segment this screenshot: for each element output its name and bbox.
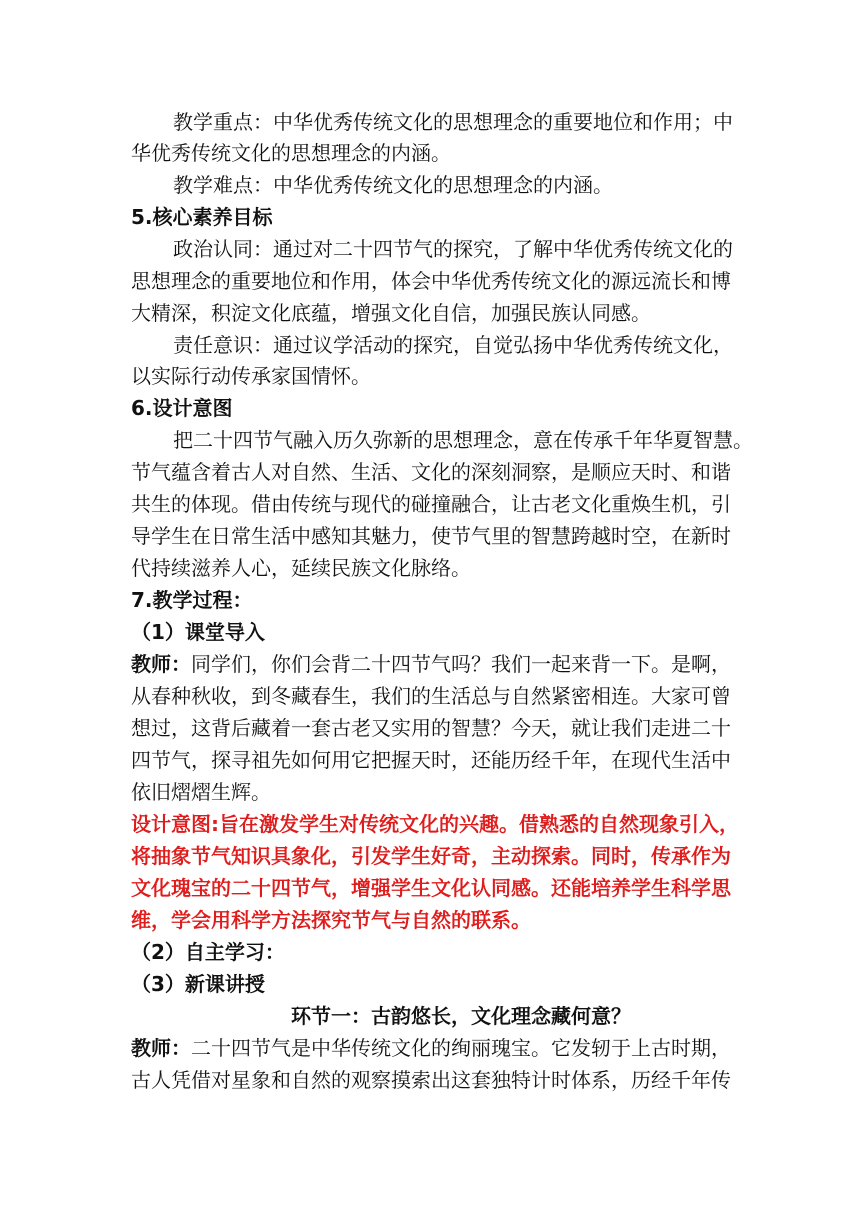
text-line: 把二十四节气融入历久弥新的思想理念，意在传承千年华夏智慧。 xyxy=(173,428,753,452)
text-line: 教学重点：中华优秀传统文化的思想理念的重要地位和作用；中 xyxy=(173,110,733,134)
section-heading: 6.设计意图 xyxy=(131,396,233,420)
section-heading: 7.教学过程： xyxy=(131,588,253,612)
subsection-heading: （2）自主学习： xyxy=(131,940,285,964)
design-intent-line: 维，学会用科学方法探究节气与自然的联系。 xyxy=(131,908,531,932)
design-intent-line: 文化瑰宝的二十四节气，增强学生文化认同感。还能培养学生科学思 xyxy=(131,876,731,900)
step-heading: 环节一：古韵悠长，文化理念藏何意？ xyxy=(291,1004,631,1028)
text-line: 代持续滋养人心，延续民族文化脉络。 xyxy=(131,556,471,580)
speaker-label: 教师： xyxy=(131,652,191,676)
design-intent-line: 将抽象节气知识具象化，引发学生好奇，主动探索。同时，传承作为 xyxy=(131,844,731,868)
text-line: 古人凭借对星象和自然的观察摸索出这套独特计时体系，历经千年传 xyxy=(131,1068,731,1092)
subsection-heading: （3）新课讲授 xyxy=(131,972,265,996)
text-line: 责任意识：通过议学活动的探究，自觉弘扬中华优秀传统文化， xyxy=(173,333,733,357)
text-line: 四节气，探寻祖先如何用它把握天时，还能历经千年，在现代生活中 xyxy=(131,748,731,772)
text-line: 教师：二十四节气是中华传统文化的绚丽瑰宝。它发轫于上古时期， xyxy=(131,1036,731,1060)
text-line: 教师：同学们，你们会背二十四节气吗？我们一起来背一下。是啊， xyxy=(131,652,731,676)
text-line: 节气蕴含着古人对自然、生活、文化的深刻洞察，是顺应天时、和谐 xyxy=(131,460,731,484)
design-intent-line: 设计意图:旨在激发学生对传统文化的兴趣。借熟悉的自然现象引入， xyxy=(131,812,739,836)
text-line: 导学生在日常生活中感知其魅力，使节气里的智慧跨越时空，在新时 xyxy=(131,524,731,548)
section-heading: 5.核心素养目标 xyxy=(131,205,273,229)
speaker-label: 教师： xyxy=(131,1036,191,1060)
text-line: 想过，这背后藏着一套古老又实用的智慧？今天，就让我们走进二十 xyxy=(131,716,731,740)
text-line: 思想理念的重要地位和作用，体会中华优秀传统文化的源远流长和博 xyxy=(131,269,731,293)
text-line: 大精深，积淀文化底蕴，增强文化自信，加强民族认同感。 xyxy=(131,301,651,325)
text-line: 华优秀传统文化的思想理念的内涵。 xyxy=(131,141,451,165)
text-line: 教学难点：中华优秀传统文化的思想理念的内涵。 xyxy=(173,173,613,197)
text-line: 从春种秋收，到冬藏春生，我们的生活总与自然紧密相连。大家可曾 xyxy=(131,684,731,708)
text-line: 政治认同：通过对二十四节气的探究，了解中华优秀传统文化的 xyxy=(173,237,733,261)
subsection-heading: （1）课堂导入 xyxy=(131,620,265,644)
text-line: 依旧熠熠生辉。 xyxy=(131,780,271,804)
text-line: 以实际行动传承家国情怀。 xyxy=(131,364,371,388)
text-line: 共生的体现。借由传统与现代的碰撞融合，让古老文化重焕生机，引 xyxy=(131,492,731,516)
